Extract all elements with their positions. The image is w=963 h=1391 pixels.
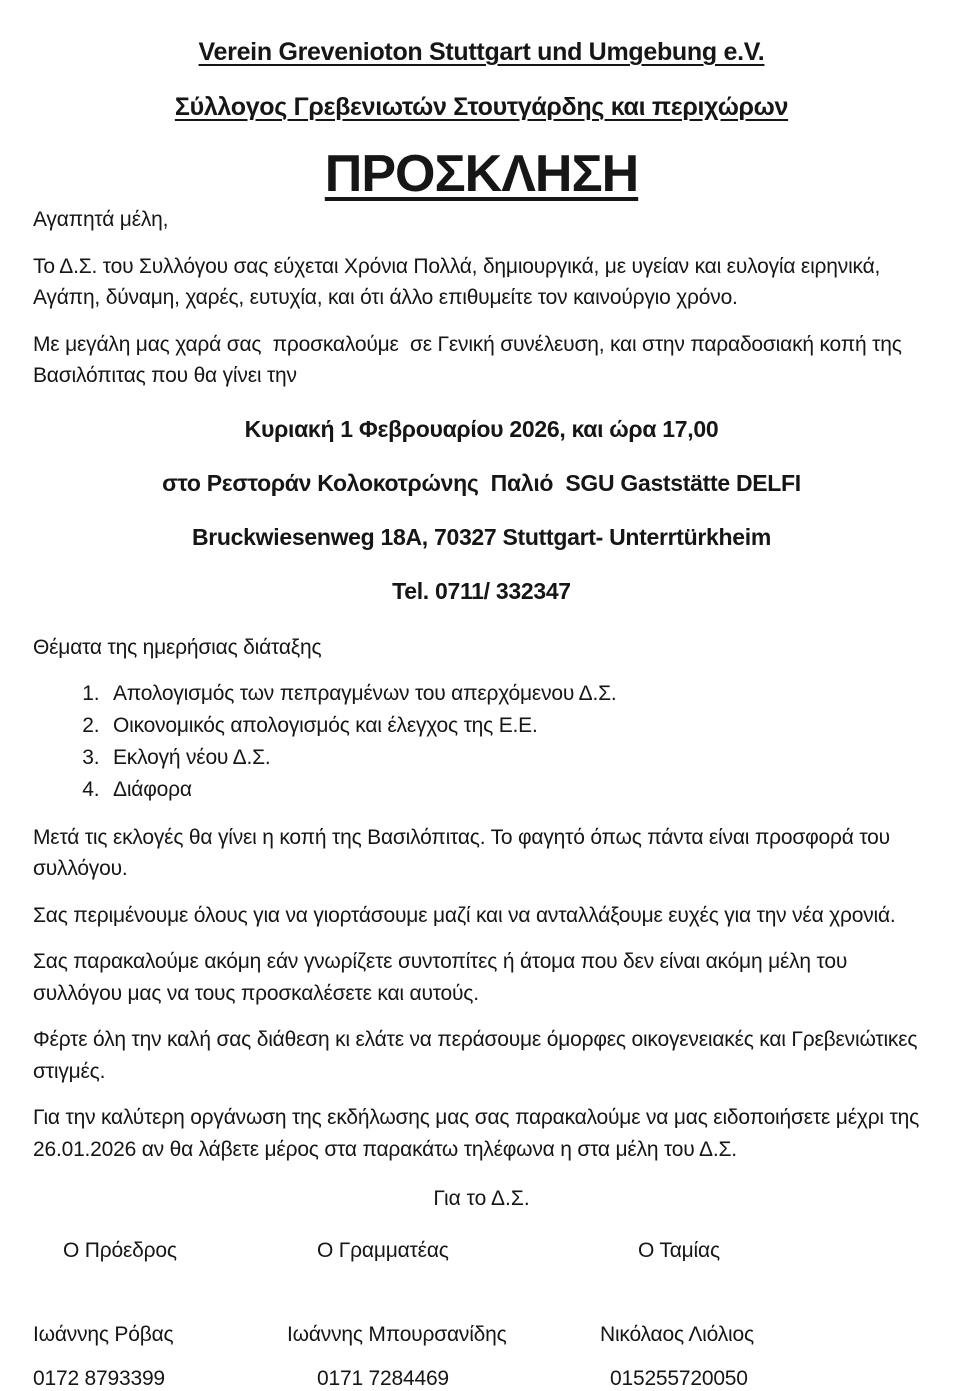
signature-president bbox=[33, 1239, 287, 1391]
document-title bbox=[33, 144, 930, 204]
signature-name: Νικόλαος Λιόλιος bbox=[600, 1323, 754, 1347]
agenda-list bbox=[33, 678, 930, 806]
signature-role: Ο Πρόεδρος bbox=[63, 1239, 177, 1263]
event-venue: στο Ρεστοράν Κολοκοτρώνης Παλιό SGU Gaststätte DELFI bbox=[162, 469, 801, 496]
signature-name: Ιωάννης Ρόβας bbox=[33, 1323, 174, 1347]
signoff: Για το Δ.Σ. bbox=[433, 1187, 530, 1211]
agenda-heading: Θέματα της ημερήσιας διάταξης bbox=[33, 635, 322, 659]
intro-paragraph-wishes: Το Δ.Σ. του Συλλόγου σας εύχεται Χρόνια Πολλά, δημιουργικά, με υγείαν και ευλογία ειρηνικά, Αγάπη, δύναμη, χαρές, ευτυχία, και ότι άλλο επιθυμείτε τον καινούργιο χρόνο. bbox=[33, 254, 885, 309]
paragraph-good-mood: Φέρτε όλη την καλή σας διάθεση κι ελάτε να περάσουμε όμορφες οικογενειακές και Γρεβενιώτικες στιγμές. bbox=[33, 1028, 923, 1083]
salutation: Αγαπητά μέλη, bbox=[33, 208, 169, 231]
signature-phone: 0172 8793399 bbox=[33, 1367, 165, 1391]
signature-phone: 015255720050 bbox=[610, 1367, 748, 1391]
signature-secretary bbox=[287, 1239, 600, 1391]
org-name-german-text: Verein Grevenioton Stuttgart und Umgebung e.V. bbox=[198, 38, 765, 66]
signature-name: Ιωάννης Μπουρσανίδης bbox=[287, 1323, 507, 1347]
org-name-german bbox=[33, 38, 930, 67]
event-address: Bruckwiesenweg 18A, 70327 Stuttgart- Unterrtürkheim bbox=[191, 523, 772, 550]
event-phone: Tel. 0711/ 332347 bbox=[392, 577, 571, 604]
signature-phone: 0171 7284469 bbox=[317, 1367, 449, 1391]
paragraph-rsvp: Για την καλύτερη οργάνωση της εκδήλωσης μας σας παρακαλούμε να μας ειδοποιήσετε μέχρι της 26.01.2026 αν θα λάβετε μέρος στα παρακάτω τηλέφωνα η στα μέλη του Δ.Σ. bbox=[33, 1106, 925, 1161]
signature-block bbox=[33, 1239, 930, 1391]
paragraph-pita-cutting: Μετά τις εκλογές θα γίνει η κοπή της Βασιλόπιτας. Το φαγητό όπως πάντα είναι προσφορά του συλλόγου. bbox=[33, 825, 896, 881]
org-name-greek bbox=[33, 93, 930, 122]
document-title-text: ΠΡΟΣΚΛΗΣΗ bbox=[324, 145, 639, 203]
agenda-item: 1. Απολογισμός των πεπραγμένων του απερχόμενου Δ.Σ. bbox=[105, 678, 930, 710]
agenda-item: 4. Διάφορα bbox=[105, 774, 930, 806]
signature-role: Ο Ταμίας bbox=[638, 1239, 720, 1263]
event-datetime: Κυριακή 1 Φεβρουαρίου 2026, και ώρα 17,00 bbox=[244, 415, 719, 442]
paragraph-celebrate-together: Σας περιμένουμε όλους για να γιορτάσουμε μαζί και να ανταλλάξουμε ευχές για την νέα χρονιά. bbox=[33, 903, 896, 927]
org-name-greek-text: Σύλλογος Γρεβενιωτών Στουτγάρδης και περιχώρων bbox=[174, 93, 789, 121]
signature-treasurer bbox=[600, 1239, 920, 1391]
agenda-item: 3. Εκλογή νέου Δ.Σ. bbox=[105, 742, 930, 774]
signature-role: Ο Γραμματέας bbox=[317, 1239, 449, 1263]
paragraph-invite-others: Σας παρακαλούμε ακόμη εάν γνωρίζετε συντοπίτες ή άτομα που δεν είναι ακόμη μέλη του συλλόγου μας να τους προσκαλέσετε και αυτούς. bbox=[33, 950, 853, 1005]
agenda-item: 2. Οικονομικός απολογισμός και έλεγχος της Ε.Ε. bbox=[105, 710, 930, 742]
event-details-block bbox=[33, 416, 930, 605]
intro-paragraph-invite: Με μεγάλη μας χαρά σας προσκαλούμε σε Γενική συνέλευση, και στην παραδοσιακή κοπή της Βασιλόπιτας που θα γίνει την bbox=[33, 332, 908, 387]
